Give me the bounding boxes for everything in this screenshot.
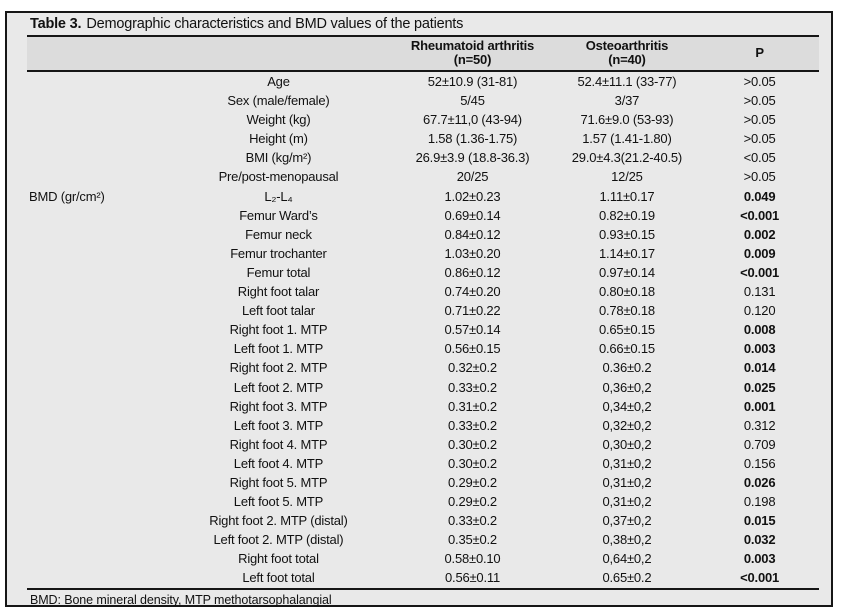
group-cell [27, 473, 166, 492]
oa-value-cell: 0.82±0.19 [598, 207, 655, 223]
oa-value-cell: 0,31±0,2 [602, 455, 652, 471]
parameter-cell: Right foot 5. MTP [229, 474, 328, 490]
parameter-cell: Right foot 3. MTP [229, 398, 328, 414]
group-cell [27, 225, 166, 244]
oa-value-cell: 0,37±0,2 [602, 513, 652, 529]
ra-value-cell: 0.33±0.2 [448, 513, 497, 529]
ra-value-cell: 1.02±0.23 [444, 188, 501, 204]
parameter-cell: Left foot 1. MTP [233, 341, 324, 357]
p-value-cell: 0.003 [743, 341, 776, 357]
data-table [27, 35, 819, 590]
table-row [27, 244, 819, 263]
parameter-cell: Weight (kg) [246, 112, 311, 128]
col-header-rheumatoid-name: Rheumatoid arthritis [410, 38, 535, 53]
p-value-cell: 0.025 [743, 379, 776, 395]
p-value-cell: 0.049 [743, 188, 776, 204]
table-row [27, 263, 819, 282]
p-value-cell: <0.05 [743, 150, 776, 166]
oa-value-cell: 0,64±0,2 [602, 551, 652, 567]
table-body [27, 71, 819, 589]
ra-value-cell: 0.86±0.12 [444, 264, 501, 280]
oa-value-cell: 0.36±0.2 [602, 360, 652, 376]
oa-value-cell: 0,32±0,2 [602, 417, 652, 433]
oa-value-cell: 1.11±0.17 [599, 188, 655, 204]
parameter-cell: L₂-L₄ [264, 188, 293, 204]
group-cell [27, 71, 166, 91]
p-value-cell: 0.026 [743, 474, 776, 490]
ra-value-cell: 52±10.9 (31-81) [427, 74, 518, 89]
parameter-cell: Femur total [246, 264, 311, 280]
p-value-cell: 0.003 [743, 551, 776, 567]
group-cell [27, 454, 166, 473]
ra-value-cell: 0.32±0.2 [448, 360, 497, 376]
ra-value-cell: 0.56±0.11 [391, 568, 553, 588]
parameter-cell: Pre/post-menopausal [218, 169, 339, 185]
oa-value-cell: 0.80±0.18 [598, 284, 655, 300]
table-row [27, 378, 819, 397]
parameter-cell: Left foot 5. MTP [233, 494, 324, 510]
ra-value-cell: 0.84±0.12 [444, 226, 501, 242]
p-value-cell: 0.312 [743, 417, 776, 433]
table-row [27, 91, 819, 110]
parameter-cell: Femur Ward’s [239, 207, 318, 223]
p-value-cell: 0.015 [743, 513, 776, 529]
ra-value-cell: 67.7±11,0 (43-94) [423, 112, 522, 128]
ra-value-cell: 1.03±0.20 [444, 245, 501, 261]
table-row [27, 568, 819, 588]
p-value-cell: >0.05 [743, 93, 776, 109]
ra-value-cell: 0.29±0.2 [448, 494, 497, 510]
oa-value-cell: 0.97±0.14 [598, 264, 655, 280]
parameter-cell: BMI (kg/m²) [245, 150, 312, 166]
ra-value-cell: 0.71±0.22 [444, 303, 501, 319]
parameter-cell: Right foot 2. MTP (distal) [209, 513, 348, 529]
ra-value-cell: 0.69±0.14 [444, 207, 501, 223]
group-cell [27, 568, 166, 588]
ra-value-cell: 26.9±3.9 (18.8-36.3) [415, 150, 530, 166]
group-cell [27, 129, 166, 148]
p-value-cell: 0.709 [743, 436, 776, 452]
table-row [27, 416, 819, 435]
table-row [27, 110, 819, 129]
p-value-cell: 0.032 [743, 532, 776, 548]
group-cell [27, 282, 166, 301]
oa-value-cell: 0.65±0.15 [598, 322, 655, 338]
table-row [27, 492, 819, 511]
parameter-cell: Age [267, 74, 290, 89]
p-value-cell: 0.009 [743, 245, 776, 261]
group-cell [27, 339, 166, 358]
table-row [27, 187, 819, 206]
table-row [27, 129, 819, 148]
table-row [27, 148, 819, 167]
parameter-cell: Femur trochanter [230, 245, 327, 261]
parameter-cell: Right foot 2. MTP [229, 360, 328, 376]
ra-value-cell: 0.57±0.14 [444, 322, 501, 338]
group-cell [27, 148, 166, 167]
p-value-cell: >0.05 [743, 131, 776, 147]
ra-value-cell: 0.31±0.2 [448, 398, 497, 414]
group-cell [27, 110, 166, 129]
group-cell [27, 358, 166, 377]
col-header-osteoarthritis-name: Osteoarthritis [585, 38, 669, 53]
table-row [27, 206, 819, 225]
p-value-cell: >0.05 [743, 112, 776, 128]
parameter-cell: Left foot 3. MTP [233, 417, 324, 433]
parameter-cell: Right foot 1. MTP [229, 322, 328, 338]
p-value-cell: 0.131 [743, 284, 776, 300]
oa-value-cell: 0.65±0.2 [554, 568, 701, 588]
ra-value-cell: 0.30±0.2 [448, 455, 497, 471]
oa-value-cell: 0,36±0,2 [602, 379, 652, 395]
oa-value-cell: 52.4±11.1 (33-77) [577, 74, 677, 89]
ra-value-cell: 20/25 [456, 169, 489, 185]
group-cell [27, 530, 166, 549]
col-header-p: P [700, 36, 819, 71]
table-header [27, 36, 819, 71]
parameter-cell: Femur neck [245, 226, 312, 242]
table-row [27, 358, 819, 377]
oa-value-cell: 0.66±0.15 [598, 341, 655, 357]
p-value-cell: 0.198 [743, 494, 776, 510]
oa-value-cell: 71.6±9.0 (53-93) [580, 112, 674, 128]
p-value-cell: >0.05 [743, 74, 776, 89]
table-panel [5, 11, 833, 607]
group-cell [27, 320, 166, 339]
table-row [27, 320, 819, 339]
table-row [27, 301, 819, 320]
p-value-cell: 0.156 [743, 455, 776, 471]
parameter-cell: Right foot 4. MTP [229, 436, 328, 452]
parameter-cell: Left foot 2. MTP [233, 379, 324, 395]
p-value-cell: <0.001 [740, 264, 780, 280]
oa-value-cell: 0,31±0,2 [602, 494, 652, 510]
table-row [27, 511, 819, 530]
group-cell [27, 549, 166, 568]
table-row [27, 71, 819, 91]
ra-value-cell: 0.56±0.15 [444, 341, 501, 357]
ra-value-cell: 0.74±0.20 [444, 284, 501, 300]
ra-value-cell: 0.30±0.2 [448, 436, 497, 452]
oa-value-cell: 0,30±0,2 [602, 436, 652, 452]
ra-value-cell: 0.33±0.2 [448, 379, 497, 395]
table-row [27, 473, 819, 492]
oa-value-cell: 0,31±0,2 [602, 474, 652, 490]
p-value-cell: <0.001 [740, 207, 780, 223]
group-cell [27, 301, 166, 320]
p-value-cell: 0.120 [743, 303, 776, 319]
parameter-cell: Left foot 4. MTP [233, 455, 324, 471]
col-header-rheumatoid-n: (n=50) [453, 52, 492, 67]
table-row [27, 530, 819, 549]
p-value-cell: >0.05 [743, 169, 776, 185]
p-value-cell: 0.008 [743, 322, 776, 338]
parameter-cell: Left foot total [166, 568, 392, 588]
col-header-group [27, 36, 166, 71]
parameter-cell: Height (m) [249, 131, 308, 147]
group-cell [27, 167, 166, 186]
oa-value-cell: 0.78±0.18 [598, 303, 655, 319]
oa-value-cell: 12/25 [611, 169, 643, 185]
ra-value-cell: 0.29±0.2 [448, 474, 497, 490]
p-value-cell: 0.001 [743, 398, 776, 414]
parameter-cell: Sex (male/female) [227, 93, 330, 109]
oa-value-cell: 29.0±4.3(21.2-40.5) [571, 150, 683, 166]
group-cell [27, 435, 166, 454]
group-cell [27, 378, 166, 397]
group-cell [27, 263, 166, 282]
p-value-cell: 0.002 [743, 226, 776, 242]
table-footnote: BMD: Bone mineral density, MTP methotarsophalangial [30, 592, 332, 607]
p-value-cell: 0.014 [743, 360, 776, 376]
parameter-cell: Right foot total [238, 551, 319, 567]
ra-value-cell: 1.58 (1.36-1.75) [427, 131, 518, 147]
oa-value-cell: 1.14±0.17 [598, 245, 655, 261]
group-cell [27, 511, 166, 530]
table-row [27, 397, 819, 416]
col-header-rheumatoid [391, 36, 553, 71]
ra-value-cell: 0.33±0.2 [448, 417, 497, 433]
oa-value-cell: 0.93±0.15 [598, 226, 655, 242]
oa-value-cell: 1.57 (1.41-1.80) [582, 131, 672, 147]
table-row [27, 339, 819, 358]
group-cell [27, 206, 166, 225]
table-row [27, 225, 819, 244]
oa-value-cell: 0,38±0,2 [602, 532, 652, 548]
table-row [27, 549, 819, 568]
col-header-parameter [166, 36, 392, 71]
p-value-cell: <0.001 [700, 568, 819, 588]
parameter-cell: Left foot talar [242, 303, 315, 319]
table-row [27, 454, 819, 473]
group-cell [27, 91, 166, 110]
parameter-cell: Right foot talar [237, 284, 320, 300]
table-number: Table 3. [30, 16, 82, 32]
oa-value-cell: 3/37 [614, 93, 640, 109]
group-cell [27, 397, 166, 416]
group-cell [27, 244, 166, 263]
col-header-osteoarthritis-n: (n=40) [608, 52, 646, 67]
group-cell [27, 492, 166, 511]
group-cell: BMD (gr/cm²) [29, 188, 105, 204]
table-row [27, 282, 819, 301]
table-header-row [27, 36, 819, 71]
ra-value-cell: 5/45 [460, 93, 485, 109]
table-title [27, 13, 819, 35]
col-header-osteoarthritis [554, 36, 701, 71]
ra-value-cell: 0.35±0.2 [448, 532, 497, 548]
table-row [27, 167, 819, 186]
table-row [27, 435, 819, 454]
parameter-cell: Left foot 2. MTP (distal) [213, 532, 344, 548]
group-cell [27, 416, 166, 435]
table-caption: Demographic characteristics and BMD values of the patients [86, 16, 464, 32]
ra-value-cell: 0.58±0.10 [444, 551, 501, 567]
oa-value-cell: 0,34±0,2 [602, 398, 652, 414]
